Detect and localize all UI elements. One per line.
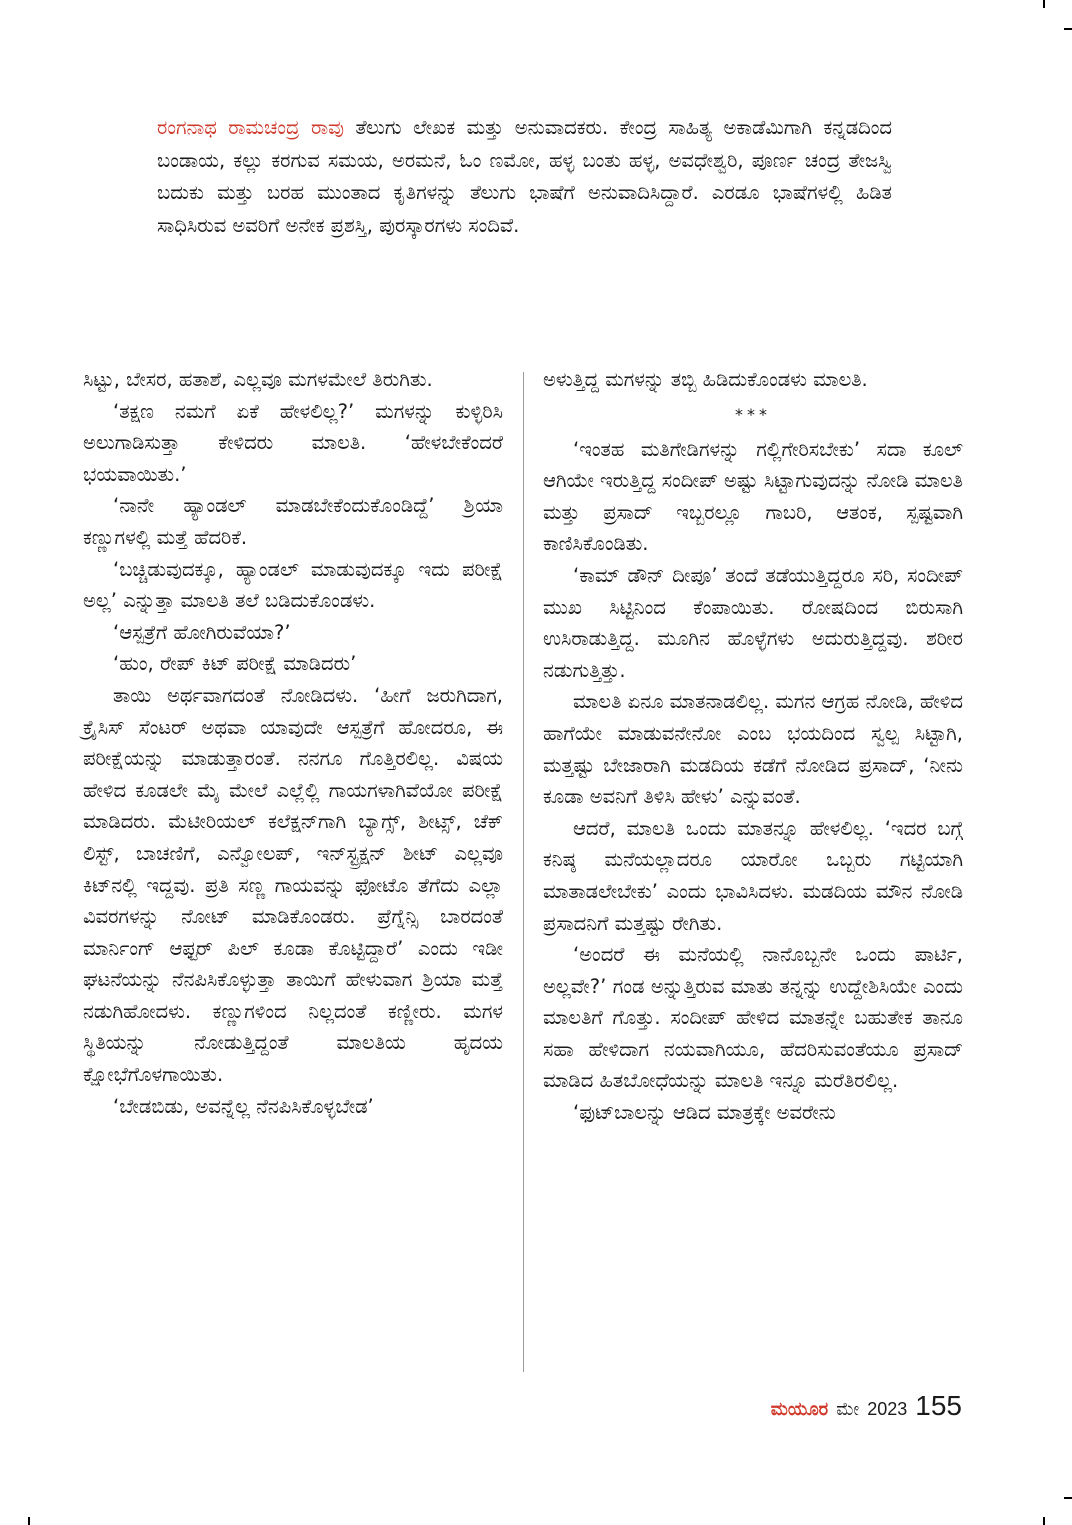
- paragraph: ‘ಅಂದರೆ ಈ ಮನೆಯಲ್ಲಿ ನಾನೊಬ್ಬನೇ ಒಂದು ಪಾರ್ಟಿ, ಅಲ್ಲವೇ?’ ಗಂಡ ಅನ್ನುತ್ತಿರುವ ಮಾತು ತನ್ನನ್ನು ಉದ್ದೇಶಿಸಿಯೇ ಎಂದು ಮಾಲತಿಗೆ ಗೊತ್ತು. ಸಂದೀಪ್ ಹೇಳಿದ ಮಾತನ್ನೇ ಬಹುತೇಕ ತಾನೂ ಸಹಾ ಹೇಳಿದಾಗ ನಯವಾಗಿಯೂ, ಹೆದರಿಸುವಂತೆಯೂ ಪ್ರಸಾದ್ ಮಾಡಿದ ಹಿತಬೋಧೆಯನ್ನು ಮಾಲತಿ ಇನ್ನೂ ಮರೆತಿರಲಿಲ್ಲ.: [543, 943, 963, 1093]
- author-bio: [157, 112, 892, 242]
- issue-year: 2023: [867, 1399, 908, 1419]
- paragraph: ‘ಬಚ್ಚಿಡುವುದಕ್ಕೂ, ಹ್ಯಾಂಡಲ್ ಮಾಡುವುದಕ್ಕೂ ಇದು ಪರೀಕ್ಷೆ ಅಲ್ಲ’ ಎನ್ನುತ್ತಾ ಮಾಲತಿ ತಲೆ ಬಡಿದುಕೊಂಡಳು.: [83, 557, 503, 613]
- paragraph: ‘ಕಾಮ್ ಡೌನ್ ದೀಪೂ’ ತಂದೆ ತಡೆಯುತ್ತಿದ್ದರೂ ಸರಿ, ಸಂದೀಪ್ ಮುಖ ಸಿಟ್ಟಿನಿಂದ ಕೆಂಪಾಯಿತು. ರೋಷದಿಂದ ಬಿರುಸಾಗಿ ಉಸಿರಾಡುತ್ತಿದ್ದ. ಮೂಗಿನ ಹೊಳ್ಳೆಗಳು ಅದುರುತ್ತಿದ್ದವು. ಶರೀರ ನಡುಗುತ್ತಿತ್ತು.: [543, 563, 963, 682]
- paragraph: ಮಾಲತಿ ಏನೂ ಮಾತನಾಡಲಿಲ್ಲ. ಮಗನ ಆಗ್ರಹ ನೋಡಿ, ಹೇಳಿದ ಹಾಗೆಯೇ ಮಾಡುವನೇನೋ ಎಂಬ ಭಯದಿಂದ ಸ್ವಲ್ಪ ಸಿಟ್ಟಾಗಿ, ಮತ್ತಷ್ಟು ಬೇಜಾರಾಗಿ ಮಡದಿಯ ಕಡೆಗೆ ನೋಡಿದ ಪ್ರಸಾದ್, ‘ನೀನು ಕೂಡಾ ಅವನಿಗೆ ತಿಳಿಸಿ ಹೇಳು’ ಎನ್ನುವಂತೆ.: [543, 690, 963, 809]
- paragraph: ‘ಬೇಡಬಿಡು, ಅವನ್ನೆಲ್ಲ ನೆನಪಿಸಿಕೊಳ್ಳಬೇಡ’: [113, 1094, 374, 1118]
- magazine-name: ಮಯೂರ: [770, 1399, 829, 1420]
- crop-mark-bottom: [1043, 1517, 1045, 1525]
- crop-mark-right-bottom: [1064, 1497, 1072, 1499]
- paragraph: ‘ತಕ್ಷಣ ನಮಗೆ ಏಕೆ ಹೇಳಲಿಲ್ಲ?’ ಮಗಳನ್ನು ಕುಳ್ಳಿರಿಸಿ ಅಲುಗಾಡಿಸುತ್ತಾ ಕೇಳಿದರು ಮಾಲತಿ. ‘ಹೇಳಬೇಕೆಂದರೆ ಭಯವಾಯಿತು.’: [83, 399, 503, 486]
- page-number: 155: [915, 1390, 962, 1421]
- paragraph: ತಾಯಿ ಅರ್ಥವಾಗದಂತೆ ನೋಡಿದಳು. ‘ಹೀಗೆ ಜರುಗಿದಾಗ, ಕ್ರೈಸಿಸ್ ಸೆಂಟರ್ ಅಥವಾ ಯಾವುದೇ ಆಸ್ಪತ್ರೆಗೆ ಹೋದರೂ, ಈ ಪರೀಕ್ಷೆಯನ್ನು ಮಾಡುತ್ತಾರಂತೆ. ನನಗೂ ಗೊತ್ತಿರಲಿಲ್ಲ. ವಿಷಯ ಹೇಳಿದ ಕೂಡಲೇ ಮೈ ಮೇಲೆ ಎಲ್ಲೆಲ್ಲಿ ಗಾಯಗಳಾಗಿವೆಯೋ ಪರೀಕ್ಷೆ ಮಾಡಿದರು. ಮೆಟೀರಿಯಲ್ ಕಲೆಕ್ಷನ್‌ಗಾಗಿ ಬ್ಯಾಗ್ಸ್, ಶೀಟ್ಸ್, ಚೆಕ್ ಲಿಸ್ಟ್, ಬಾಚಣಿಗೆ, ಎನ್ವೋಲಪ್, ಇನ್‌ಸ್ಟ್ರಕ್ಷನ್ ಶೀಟ್ ಎಲ್ಲವೂ ಕಿಟ್‌ನಲ್ಲಿ ಇದ್ದವು. ಪ್ರತಿ ಸಣ್ಣ ಗಾಯವನ್ನು ಫೋಟೊ ತೆಗೆದು ಎಲ್ಲಾ ವಿವರಗಳನ್ನು ನೋಟ್ ಮಾಡಿಕೊಂಡರು. ಪ್ರೆಗ್ನೆನ್ಸಿ ಬಾರದಂತೆ ಮಾರ್ನಿಂಗ್ ಆಫ್ಟರ್ ಪಿಲ್ ಕೂಡಾ ಕೊಟ್ಟಿದ್ದಾರೆ’ ಎಂದು ಇಡೀ ಘಟನೆಯನ್ನು ನೆನಪಿಸಿಕೊಳ್ಳುತ್ತಾ ತಾಯಿಗೆ ಹೇಳುವಾಗ ಶ್ರಿಯಾ ಮತ್ತೆ ನಡುಗಿಹೋದಳು. ಕಣ್ಣುಗಳಿಂದ ನಿಲ್ಲದಂತೆ ಕಣ್ಣೀರು. ಮಗಳ ಸ್ಥಿತಿಯನ್ನು ನೋಡುತ್ತಿದ್ದಂತೆ ಮಾಲತಿಯ ಹೃದಯ ಕ್ಷೋಭೆಗೊಳಗಾಯಿತು.: [83, 683, 503, 1087]
- paragraph: ಅಳುತ್ತಿದ್ದ ಮಗಳನ್ನು ತಬ್ಬಿ ಹಿಡಿದುಕೊಂಡಳು ಮಾಲತಿ.: [543, 368, 868, 391]
- issue-month: ಮೇ: [836, 1399, 860, 1420]
- column-divider: [523, 372, 524, 1372]
- crop-mark-bottom-left: [28, 1517, 30, 1525]
- left-column: [83, 364, 503, 1122]
- crop-mark-right-top: [1064, 28, 1072, 30]
- paragraph: ‘ಫುಟ್‌ಬಾಲನ್ನು ಆಡಿದ ಮಾತ್ರಕ್ಕೇ ಅವರೇನು: [573, 1101, 836, 1125]
- section-separator: ***: [735, 404, 771, 424]
- page-footer: [771, 1390, 962, 1422]
- paragraph: ‘ಆಸ್ಪತ್ರೆಗೆ ಹೋಗಿರುವೆಯಾ?’: [113, 620, 291, 644]
- paragraph: ಸಿಟ್ಟು, ಬೇಸರ, ಹತಾಶೆ, ಎಲ್ಲವೂ ಮಗಳಮೇಲೆ ತಿರುಗಿತು.: [83, 368, 433, 391]
- crop-mark-top: [1043, 0, 1045, 8]
- paragraph: ‘ಇಂತಹ ಮತಿಗೇಡಿಗಳನ್ನು ಗಲ್ಲಿಗೇರಿಸಬೇಕು’ ಸದಾ ಕೂಲ್ ಆಗಿಯೇ ಇರುತ್ತಿದ್ದ ಸಂದೀಪ್ ಅಷ್ಟು ಸಿಟ್ಟಾಗುವುದನ್ನು ನೋಡಿ ಮಾಲತಿ ಮತ್ತು ಪ್ರಸಾದ್ ಇಬ್ಬರಲ್ಲೂ ಗಾಬರಿ, ಆತಂಕ, ಸ್ಪಷ್ಟವಾಗಿ ಕಾಣಿಸಿಕೊಂಡಿತು.: [543, 437, 963, 556]
- paragraph: ‘ನಾನೇ ಹ್ಯಾಂಡಲ್ ಮಾಡಬೇಕೆಂದುಕೊಂಡಿದ್ದೆ’ ಶ್ರಿಯಾ ಕಣ್ಣುಗಳಲ್ಲಿ ಮತ್ತೆ ಹೆದರಿಕೆ.: [83, 494, 503, 549]
- right-column: [543, 364, 963, 1129]
- paragraph: ಆದರೆ, ಮಾಲತಿ ಒಂದು ಮಾತನ್ನೂ ಹೇಳಲಿಲ್ಲ. ‘ಇದರ ಬಗ್ಗೆ ಕನಿಷ್ಠ ಮನೆಯಲ್ಲಾದರೂ ಯಾರೋ ಒಬ್ಬರು ಗಟ್ಟಿಯಾಗಿ ಮಾತಾಡಲೇಬೇಕು’ ಎಂದು ಭಾವಿಸಿದಳು. ಮಡದಿಯ ಮೌನ ನೋಡಿ ಪ್ರಸಾದನಿಗೆ ಮತ್ತಷ್ಟು ರೇಗಿತು.: [543, 816, 963, 935]
- author-bio-text: ತೆಲುಗು ಲೇಖಕ ಮತ್ತು ಅನುವಾದಕರು. ಕೇಂದ್ರ ಸಾಹಿತ್ಯ ಅಕಾಡೆಮಿಗಾಗಿ ಕನ್ನಡದಿಂದ ಬಂಡಾಯ, ಕಲ್ಲು ಕರಗುವ ಸಮಯ, ಅರಮನೆ, ಓಂ ಣಮೋ, ಹಳ್ಳ ಬಂತು ಹಳ್ಳ, ಅವಧೇಶ್ವರಿ, ಪೂರ್ಣ ಚಂದ್ರ ತೇಜಸ್ವಿ ಬದುಕು ಮತ್ತು ಬರಹ ಮುಂತಾದ ಕೃತಿಗಳನ್ನು ತೆಲುಗು ಭಾಷೆಗೆ ಅನುವಾದಿಸಿದ್ದಾರೆ. ಎರಡೂ ಭಾಷೆಗಳಲ್ಲಿ ಹಿಡಿತ ಸಾಧಿಸಿರುವ ಅವರಿಗೆ ಅನೇಕ ಪ್ರಶಸ್ತಿ, ಪುರಸ್ಕಾರಗಳು ಸಂದಿವೆ.: [157, 116, 892, 237]
- author-name: ರಂಗನಾಥ ರಾಮಚಂದ್ರ ರಾವು: [157, 116, 345, 139]
- paragraph: ‘ಹುಂ, ರೇಪ್ ಕಿಟ್ ಪರೀಕ್ಷೆ ಮಾಡಿದರು’: [113, 652, 357, 676]
